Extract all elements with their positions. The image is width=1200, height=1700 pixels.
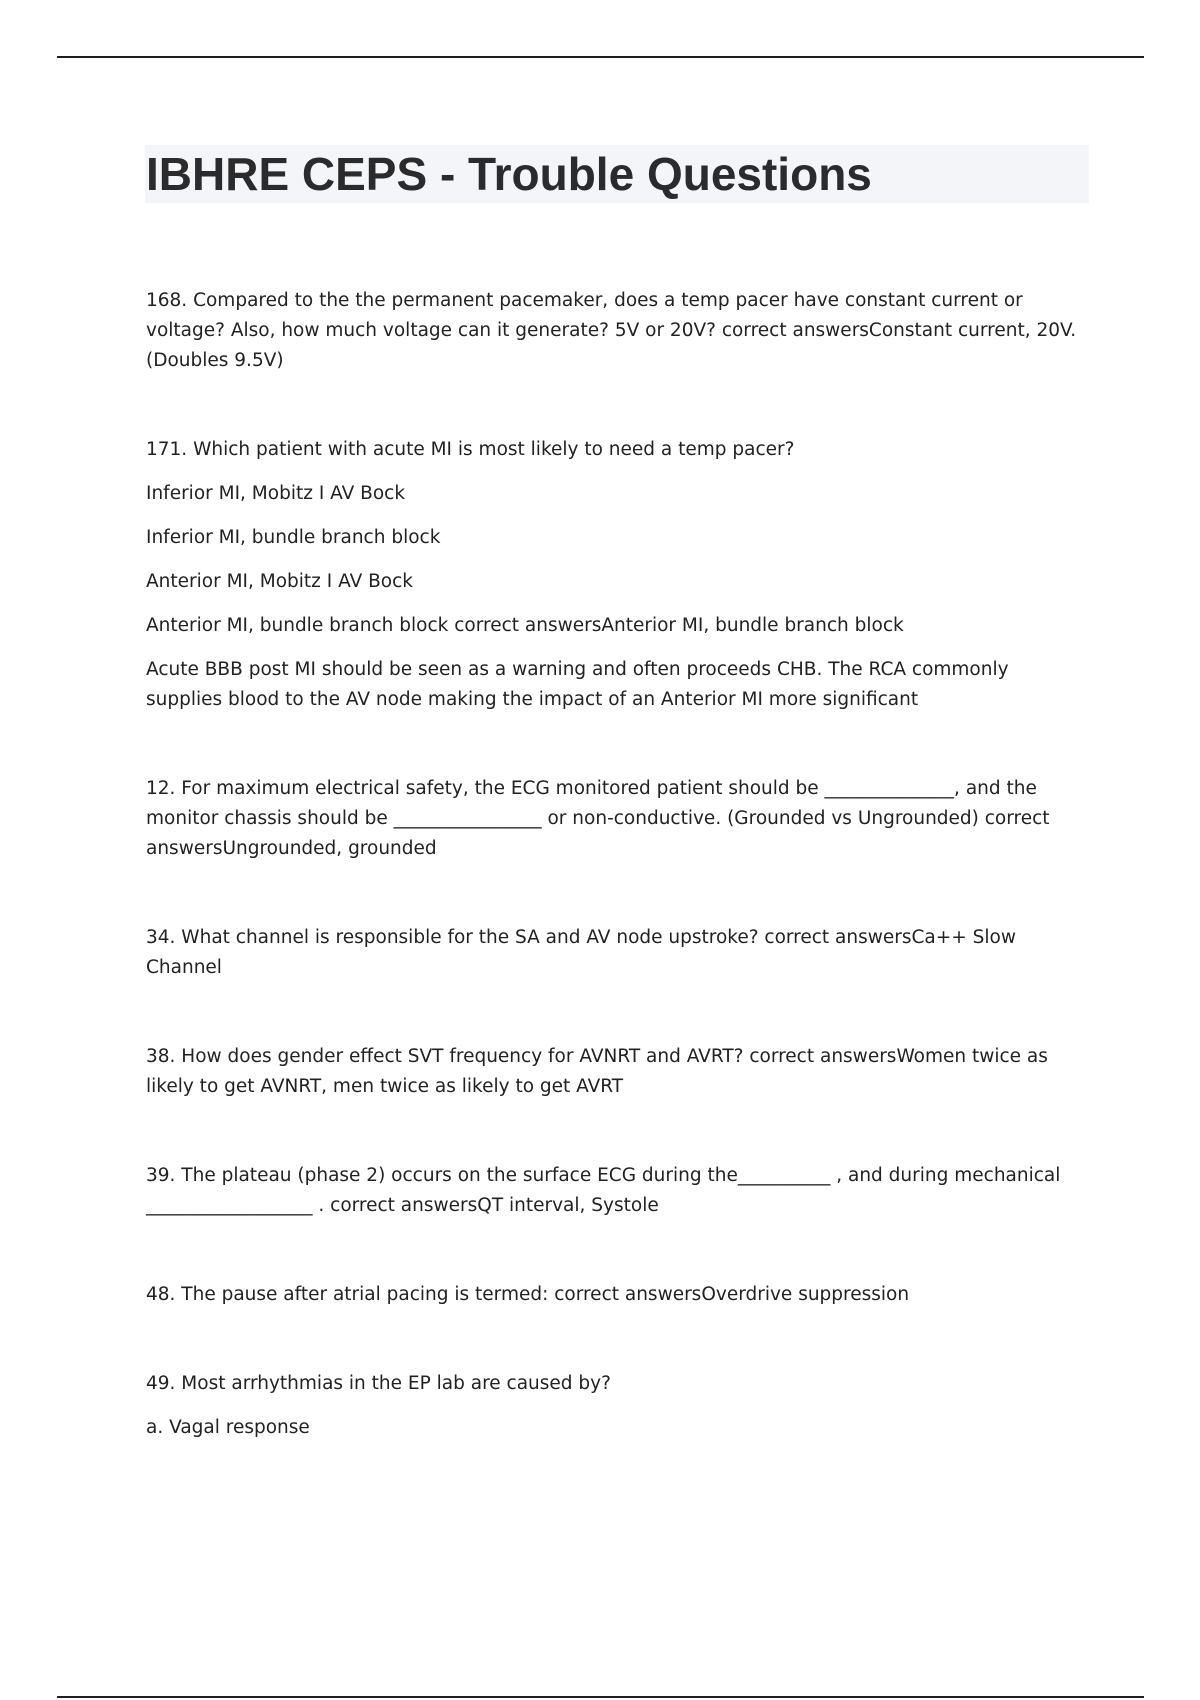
question-39: 39. The plateau (phase 2) occurs on the surface ECG during the__________ , and during mechanical __________________ . correct answersQT interval, Systole: [146, 1165, 1061, 1216]
option-text: Inferior MI, Mobitz I AV Bock: [146, 483, 406, 504]
option-text: Anterior MI, Mobitz I AV Bock: [146, 571, 413, 592]
option-answer: Anterior MI, bundle branch block correct answersAnterior MI, bundle branch block: [146, 615, 904, 636]
header-rule: [57, 56, 1144, 58]
question-48: 48. The pause after atrial pacing is termed: correct answersOverdrive suppression: [146, 1284, 910, 1305]
answer-explanation: Acute BBB post MI should be seen as a warning and often proceeds CHB. The RCA commonly supplies blood to the AV node making the impact of an Anterior MI more significant: [146, 659, 1009, 710]
question-168: 168. Compared to the the permanent pacemaker, does a temp pacer have constant current or voltage? Also, how much voltage can it generate? 5V or 20V? correct answersConstant current, 20V. (Doubles 9.5V): [146, 290, 1077, 371]
option-text: a. Vagal response: [146, 1417, 310, 1438]
question-38: 38. How does gender effect SVT frequency for AVNRT and AVRT? correct answersWomen twice as likely to get AVNRT, men twice as likely to get AVRT: [146, 1046, 1048, 1097]
question-171: 171. Which patient with acute MI is most likely to need a temp pacer?: [146, 439, 795, 460]
question-list: [146, 286, 1086, 1443]
footer-rule: [57, 1696, 1144, 1698]
question-34: 34. What channel is responsible for the SA and AV node upstroke? correct answersCa++ Slow Channel: [146, 927, 1016, 978]
option-text: Inferior MI, bundle branch block: [146, 527, 441, 548]
question-12: 12. For maximum electrical safety, the ECG monitored patient should be ______________, and the monitor chassis should be ________________ or non-conductive. (Grounded vs Ungrounded) correct answersUngrounded, grounded: [146, 778, 1050, 859]
page-title: IBHRE CEPS - Trouble Questions: [146, 148, 872, 200]
question-49: 49. Most arrhythmias in the EP lab are caused by?: [146, 1373, 611, 1394]
